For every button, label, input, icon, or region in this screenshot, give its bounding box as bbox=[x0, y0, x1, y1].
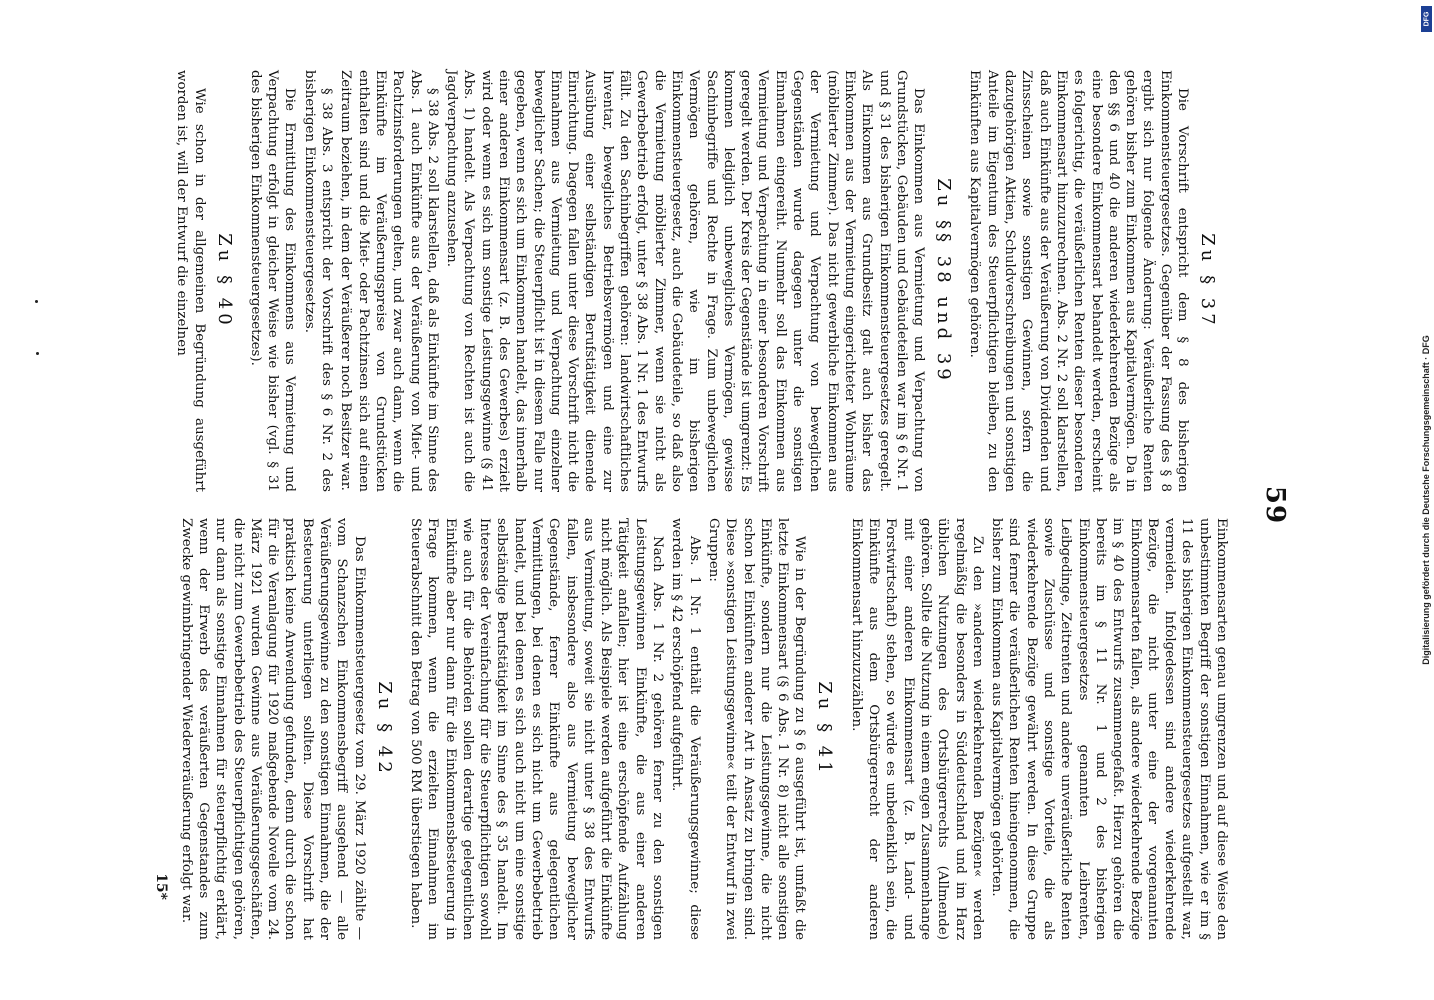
sheet-signature: 15* bbox=[153, 873, 170, 900]
section-heading: Zu § 37 bbox=[1197, 233, 1218, 329]
scan-speck bbox=[35, 300, 38, 303]
text-columns bbox=[153, 70, 1230, 940]
body-paragraph: Die Ermittlung des Einkommens aus Vermietung und Verpachtung erfolgt in gleicher Weise wie bisher (vgl. § 31 des bisherigen Einkommensteuergesetzes). bbox=[247, 70, 298, 492]
body-paragraph: Das Einkommensteuergesetz vom 29. März 1920 zählte — vom Schanzschen Einkommensbegriff ausgehend — alle Veräußerungsgewinne zu den sonstigen Einnahmen, die der Besteuerung unterliegen sollten. Diese Vorschrift hat praktisch keine Anwendung gefunden, denn durch die schon für die Veranlagung für 1920 maßgebende Novelle vom 24. März 1921 wurden Gewinne aus Veräußerungsgeschäften, die nicht zum Gewerbebetrieb des Steuerpflichtigen gehören, nur dann als sonstige Einnahmen für steuerpflichtig erklärt, wenn der Erwerb des veräußerten Gegenstandes zum Zwecke gewinnbringender Wiederveräußerung erfolgt war. bbox=[178, 518, 367, 940]
digitization-credit-bar bbox=[1418, 0, 1434, 1000]
body-paragraph: Wie in der Begründung zu § 6 ausgeführt ist, umfaßt die letzte Einkommensart (§ 6 Abs. 1 Nr. 8) nicht alle sonstigen Einkünfte, sondern nur die Leistungsgewinne, die nicht schon bei Einkünften anderer Art in Ansatz zu bringen sind. Diese »sonstigen Leistungsgewinne« teilt der Entwurf in zwei Gruppen: bbox=[705, 518, 808, 940]
rotated-document-page bbox=[60, 70, 1290, 940]
body-paragraph: Wie schon in der allgemeinen Begründung ausgeführt worden ist, will der Entwurf die einzelnen bbox=[174, 70, 207, 492]
document-section bbox=[173, 70, 235, 492]
section-heading: Zu §§ 38 und 39 bbox=[933, 178, 955, 384]
body-paragraph: Die Vorschrift entspricht dem § 8 des bisherigen Einkommensteuergesetzes. Gegenüber der Fassung des § 8 ergibt sich nur folgende Änderung: Veräußerliche Renten gehören bisher zum Einkommen aus Kapitalvermögen. Da in den §§ 6 und 40 die anderen wiederkehrenden Bezüge als eine besondere Einkommensart behandelt werden, erscheint es folgerichtig, die veräußerlichen Renten dieser besonderen Einkommensart hinzuzurechnen. Abs. 2 Nr. 2 soll klarstellen, daß auch Einkünfte aus der Veräußerung von Dividenden und Zinsscheinen sowie sonstigen Gewinnen, sofern die dazugehörigen Aktien, Schuldverschreibungen und sonstigen Anteile im Eigentum des Steuerpflichtigen bleiben, zu den Einkünften aus Kapitalvermögen gehören. bbox=[967, 70, 1190, 492]
body-paragraph: Einkommensarten genau umgrenzen und auf diese Weise den unbestimmten Begriff der sonstigen Einnahmen, wie er im § 11 des bisherigen Einkommensteuergesetzes aufgestellt war, vermeiden. Infolgedessen sind andere wiederkehrende Bezüge, die nicht unter eine der vorgenannten Einkommensarten fallen, als andere wiederkehrende Bezüge im § 40 des Entwurfs zusammengefaßt. Hierzu gehören die bereits im § 11 Nr. 1 und 2 des bisherigen Einkommensteuergesetzes genannten Leibrenten, Leibgedinge, Zeitrenten und andere unveräußerliche Renten sowie Zuschüsse und sonstige Vorteile, die als wiederkehrende Bezüge gewährt werden. In diese Gruppe sind ferner die veräußerlichen Renten hineingenommen, die bisher zum Einkommen aus Kapitalvermögen gehörten. bbox=[989, 518, 1229, 940]
scan-speck bbox=[36, 352, 39, 355]
document-section bbox=[177, 518, 394, 940]
body-paragraph: Nach Abs. 1 Nr. 2 gehören ferner zu den sonstigen Leistungsgewinnen Einkünfte, die aus einer anderen Tätigkeit anfallen; hier ist eine erschöpfende Aufzählung nicht möglich. Als Beispiele werden aufgeführt die Einkünfte aus Vermietung, soweit sie nicht unter § 38 des Entwurfs fallen, insbesondere also aus Vermietung beweglicher Gegenstände, ferner Einkünfte aus gelegentlichen Vermittlungen, bei denen es sich nicht um Gewerbebetrieb handelt, und bei denen es sich auch nicht um eine sonstige selbständige Berufstätigkeit im Sinne des § 35 handelt. Im Interesse der Vereinfachung für die Steuerpflichtigen sowohl wie auch für die Behörden sollen derartige gelegentlichen Einkünfte aber nur dann für die Einkommensbesteuerung in Frage kommen, wenn die erzielten Einnahmen im Steuerabschnitt den Betrag von 500 RM überstiegen haben. bbox=[407, 518, 666, 940]
section-heading: Zu § 40 bbox=[213, 233, 235, 329]
body-paragraph: Abs. 1 Nr. 1 enthält die Veräußerungsgewinne; diese werden im § 42 erschöpfend aufgeführt. bbox=[669, 518, 702, 940]
body-paragraph: § 38 Abs. 2 soll klarstellen, daß als Einkünfte im Sinne des Abs. 1 auch Einkünfte aus der Veräußerung von Miet- und Pachtzinsforderungen gelten, und zwar auch dann, wenn die Einkünfte im Veräußerungspreise von Grundstücken enthalten sind und die Miet- oder Pachtzinsen sich auf einen Zeitraum beziehen, in dem der Veräußerer noch Besitzer war. bbox=[338, 70, 440, 492]
document-section bbox=[247, 70, 955, 492]
section-heading: Zu § 42 bbox=[373, 681, 395, 777]
section-heading: Zu § 41 bbox=[814, 681, 836, 777]
right-column bbox=[153, 518, 1230, 940]
document-section bbox=[966, 70, 1218, 492]
body-paragraph: Zu den »anderen wiederkehrenden Bezügen« werden regelmäßig die besonders in Süddeutschland und im Harz üblichen Nutzungen des Ortsbürgerrechts (Allmende) gehören. Sollte die Nutzung in einem engen Zusammenhange mit einer anderen Einkommensart (z. B. Land- und Forstwirtschaft) stehen, so würde es unbedenklich sein, die Einkünfte aus dem Ortsbürgerrecht der anderen Einkommensart hinzuzuzählen. bbox=[848, 518, 985, 940]
body-paragraph: § 38 Abs. 3 entspricht der Vorschrift des § 6 Nr. 2 des bisherigen Einkommensteuergesetzes. bbox=[301, 70, 335, 492]
body-paragraph: Das Einkommen aus Vermietung und Verpachtung von Grundstücken, Gebäuden und Gebäudeteilen war im § 6 Nr. 1 und § 31 des bisherigen Einkommensteuergesetzes geregelt. Als Einkommen aus Grundbesitz galt auch bisher das Einkommen aus der Vermietung eingerichteter Wohnräume (möblierter Zimmer). Das nicht gewerbliche Einkommen aus der Vermietung und Verpachtung von beweglichen Gegenständen wurde dagegen unter die sonstigen Einnahmen eingereiht. Nunmehr soll das Einkommen aus Vermietung und Verpachtung in einer besonderen Vorschrift geregelt werden. Der Kreis der Gegenstände ist umgrenzt: Es kommen lediglich unbewegliches Vermögen, gewisse Sachinbegriffe und Rechte in Frage. Zum unbeweglichen Vermögen gehören, wie im bisherigen Einkommensteuergesetz, auch die Gebäudeteile, so daß also die Vermietung möblierter Zimmer, wenn sie nicht als Gewerbebetrieb erfolgt, unter § 38 Abs. 1 Nr. 1 des Entwurfs fällt. Zu den Sachinbegriffen gehören: landwirtschaftliches Inventar, bewegliches Betriebsvermögen und eine zur Ausübung einer selbständigen Berufstätigkeit dienende Einrichtung. Dagegen fallen unter diese Vorschrift nicht die Einnahmen aus Vermietung und Verpachtung einzelner beweglicher Sachen; die Steuerpflicht ist in diesem Falle nur gegeben, wenn es sich um Einkommen handelt, das innerhalb einer anderen Einkommensart (z. B. des Gewerbes) erzielt wird oder wenn es sich um sonstige Leistungsgewinne (§ 41 Abs. 1) handelt. Als Verpachtung von Rechten ist auch die Jagdverpachtung anzusehen. bbox=[444, 70, 927, 492]
document-section bbox=[847, 518, 1230, 940]
digitization-credit-text: Digitalisierung gefördert durch die Deutsche Forschungsgemeinschaft · DFG bbox=[1421, 335, 1431, 665]
document-section bbox=[407, 518, 836, 940]
left-column bbox=[153, 70, 1230, 492]
dfg-logo: DFG bbox=[1421, 6, 1432, 32]
page-number: 59 bbox=[1260, 485, 1290, 525]
